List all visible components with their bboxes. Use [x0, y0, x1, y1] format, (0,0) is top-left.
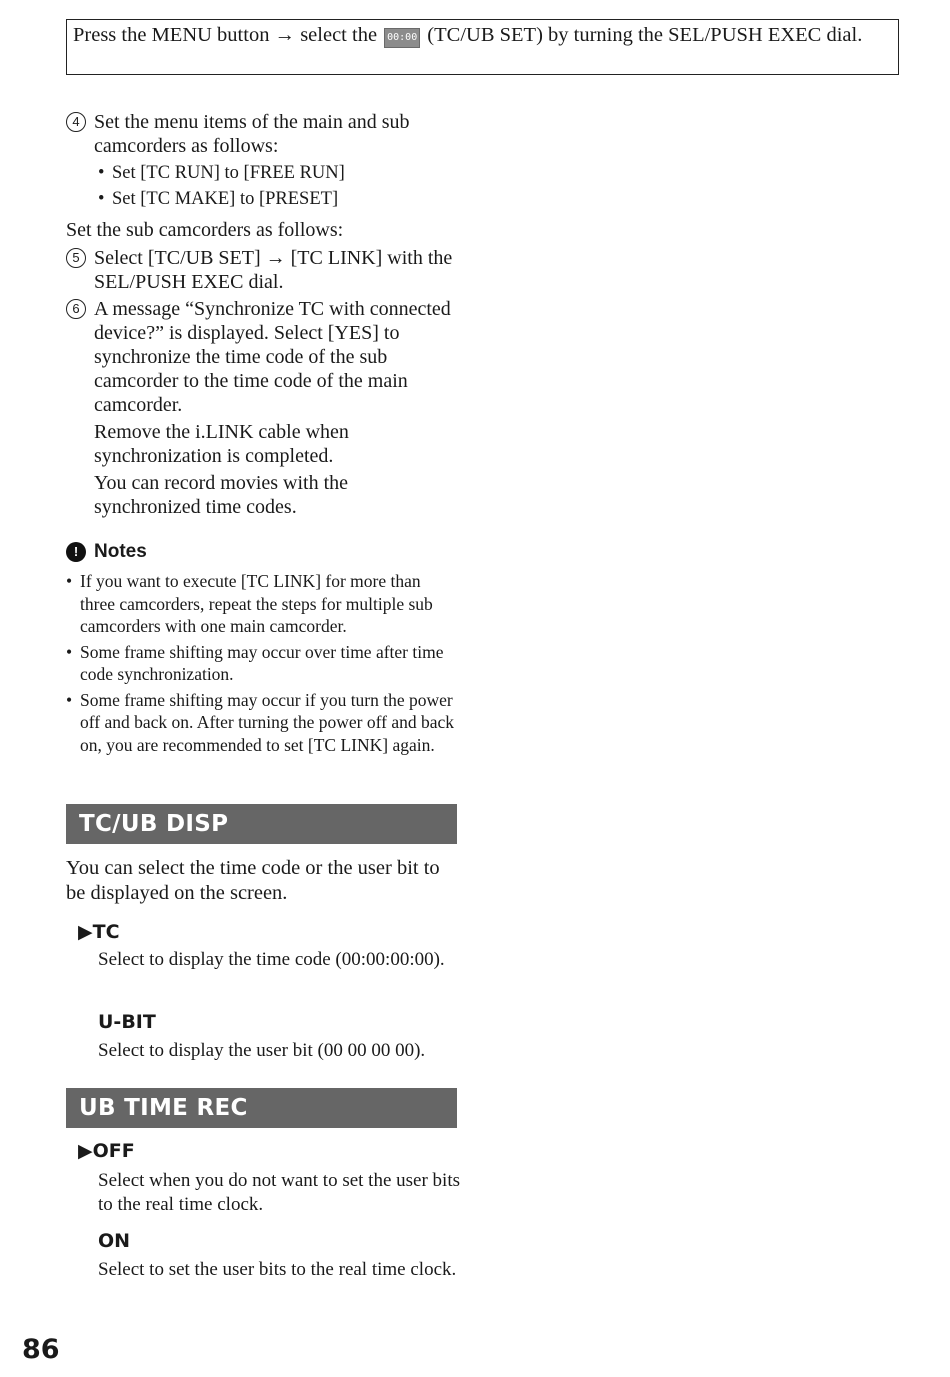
tc-ub-set-icon: 00:00 — [384, 28, 420, 48]
instruction-text-after: (TC/UB SET) by turning the SEL/PUSH EXEC dial. — [427, 24, 863, 46]
instruction-box — [66, 19, 899, 75]
note-item: • Some frame shifting may occur over time after time code synchronization. — [66, 641, 458, 686]
notes-heading — [66, 540, 458, 564]
step-number-4: 4 — [66, 112, 86, 132]
sub-camcorder-intro: Set the sub camcorders as follows: — [66, 219, 344, 241]
notes-warning-icon: ! — [66, 542, 86, 562]
step-6-text: A message “Synchronize TC with connected device?” is displayed. Select [YES] to synchronize the time code of the sub camcorder to the time code of the main camcorder. — [94, 298, 451, 416]
notes-title: Notes — [94, 541, 147, 562]
step-6-record: You can record movies with the synchronized time codes. — [94, 472, 349, 518]
note-item: • If you want to execute [TC LINK] for more than three camcorders, repeat the steps for multiple sub camcorders with one main camcorder. — [66, 570, 458, 638]
step-6 — [66, 297, 458, 417]
option-off-description: Select when you do not want to set the user bits to the real time clock. — [98, 1170, 460, 1215]
step-5 — [66, 246, 458, 294]
instruction-text-before: Press the MENU button → select the — [73, 24, 378, 46]
step-number-6: 6 — [66, 299, 86, 319]
step-4-text: Set the menu items of the main and sub camcorders as follows: — [94, 111, 410, 157]
tcub-disp-heading: TC/UB DISP — [66, 804, 457, 844]
ub-time-rec-heading: UB TIME REC — [66, 1088, 457, 1128]
option-on-label: ON — [98, 1230, 131, 1252]
tcub-disp-intro: You can select the time code or the user bit to be displayed on the screen. — [66, 857, 440, 904]
option-on-description: Select to set the user bits to the real time clock. — [98, 1259, 457, 1280]
notes-list — [66, 570, 458, 756]
option-off-label: ▶OFF — [78, 1140, 135, 1162]
step-4 — [66, 110, 458, 158]
step-4-bullet: • Set [TC RUN] to [FREE RUN] — [66, 160, 458, 186]
page-number: 86 — [22, 1334, 60, 1365]
notes-section — [66, 540, 458, 759]
step-number-5: 5 — [66, 248, 86, 268]
option-tc-description: Select to display the time code (00:00:00:00). — [98, 949, 445, 970]
option-tc-label: ▶TC — [78, 921, 120, 943]
step-4-bullet: • Set [TC MAKE] to [PRESET] — [66, 186, 458, 212]
note-item: • Some frame shifting may occur if you turn the power off and back on. After turning the power off and back on, you are recommended to set [TC LINK] again. — [66, 689, 458, 757]
steps-section — [66, 110, 458, 519]
step-5-text: Select [TC/UB SET] → [TC LINK] with the SEL/PUSH EXEC dial. — [94, 247, 453, 293]
option-ubit-label: U-BIT — [98, 1011, 156, 1033]
step-6-remove-cable: Remove the i.LINK cable when synchronization is completed. — [94, 421, 349, 467]
option-ubit-description: Select to display the user bit (00 00 00 00). — [98, 1040, 426, 1061]
